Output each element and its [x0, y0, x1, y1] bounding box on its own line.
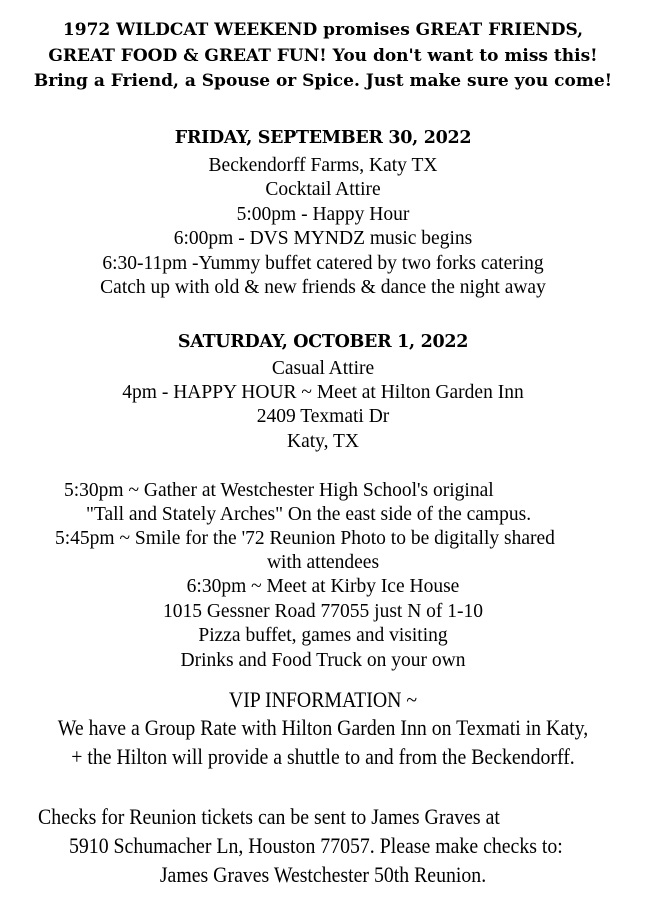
- checks-line-3: James Graves Westchester 50th Reunion.: [159, 862, 487, 887]
- friday-venue: Beckendorff Farms, Katy TX: [208, 155, 438, 176]
- saturday-photo-cont: with attendees: [266, 552, 380, 573]
- intro-line-3: Bring a Friend, a Spouse or Spice. Just make sure you come!: [33, 71, 613, 91]
- saturday-city: Katy, TX: [286, 431, 360, 452]
- intro-line-1: 1972 WILDCAT WEEKEND promises GREAT FRIENDS,: [62, 20, 584, 40]
- friday-buffet: 6:30-11pm -Yummy buffet catered by two forks catering: [102, 253, 544, 274]
- vip-heading: VIP INFORMATION ~: [228, 687, 418, 712]
- saturday-arches: "Tall and Stately Arches" On the east side of the campus.: [86, 504, 532, 525]
- intro-line-2: GREAT FOOD & GREAT FUN! You don't want to miss this!: [48, 46, 598, 66]
- friday-heading: FRIDAY, SEPTEMBER 30, 2022: [174, 128, 472, 148]
- vip-group-rate: We have a Group Rate with Hilton Garden Inn on Texmati in Katy,: [57, 715, 589, 740]
- friday-happy-hour: 5:00pm - Happy Hour: [236, 204, 410, 225]
- saturday-happy-hour: 4pm - HAPPY HOUR ~ Meet at Hilton Garden Inn: [122, 382, 524, 403]
- checks-line-2: 5910 Schumacher Ln, Houston 77057. Please make checks to:: [69, 833, 563, 858]
- friday-dance: Catch up with old & new friends & dance the night away: [100, 277, 546, 298]
- saturday-ice-house: 6:30pm ~ Meet at Kirby Ice House: [186, 576, 460, 597]
- saturday-heading: SATURDAY, OCTOBER 1, 2022: [177, 332, 469, 352]
- saturday-drinks: Drinks and Food Truck on your own: [180, 650, 466, 671]
- friday-music: 6:00pm - DVS MYNDZ music begins: [173, 228, 473, 249]
- saturday-pizza: Pizza buffet, games and visiting: [198, 625, 448, 646]
- vip-shuttle: + the Hilton will provide a shuttle to and from the Beckendorff.: [71, 744, 575, 769]
- saturday-gather: 5:30pm ~ Gather at Westchester High School's original: [64, 480, 494, 501]
- saturday-attire: Casual Attire: [271, 358, 375, 379]
- saturday-photo: 5:45pm ~ Smile for the '72 Reunion Photo to be digitally shared: [55, 528, 555, 549]
- checks-line-1: Checks for Reunion tickets can be sent to James Graves at: [38, 804, 500, 829]
- saturday-address: 2409 Texmati Dr: [256, 406, 390, 427]
- saturday-ice-house-address: 1015 Gessner Road 77055 just N of 1-10: [162, 601, 484, 622]
- friday-attire: Cocktail Attire: [265, 179, 381, 200]
